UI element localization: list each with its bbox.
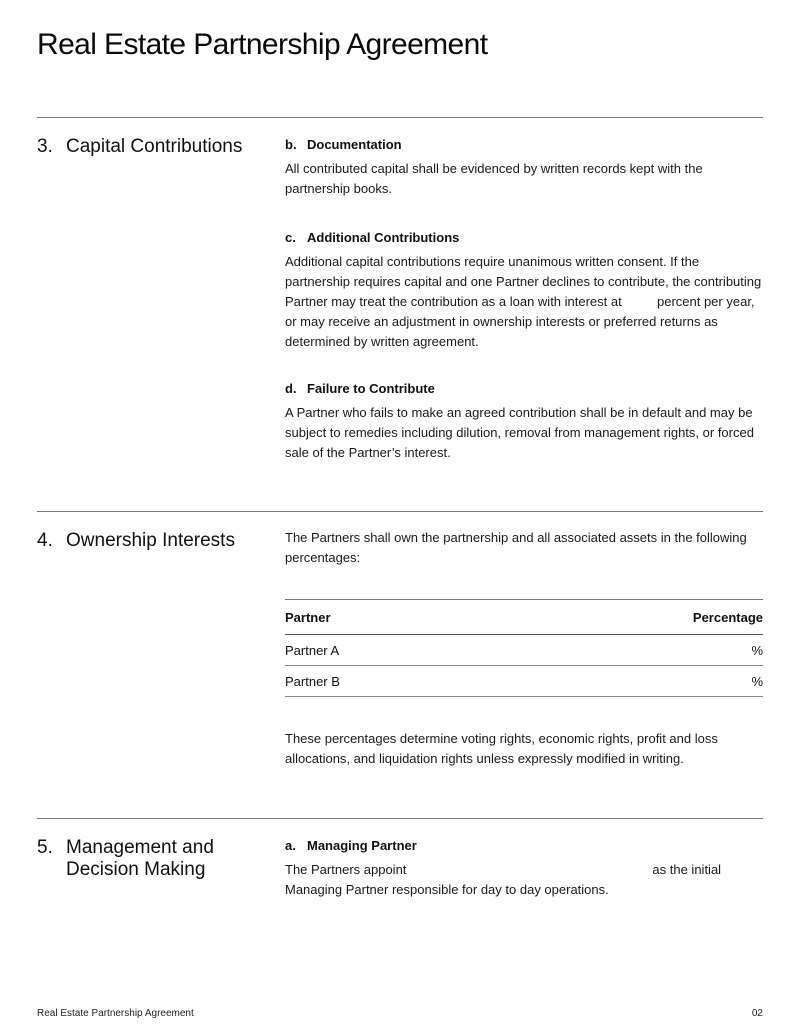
- ownership-intro: The Partners shall own the partnership and all associated assets in the following percentages:: [285, 530, 747, 565]
- section-number: 4.: [37, 530, 53, 551]
- subsection-heading: c. Additional Contributions: [285, 230, 460, 245]
- subsection-text: Additional capital contributions require unanimous written consent. If the partnership requires capital and one Partner declines to contribute, the contributing Partner may treat the contribution as a loan with interest at percent per year, or may receive an adjustment in ownership interests or preferred returns as determined by written agreement.: [285, 254, 762, 349]
- subsection-additional-contributions: [285, 230, 763, 352]
- ownership-outro: These percentages determine voting rights, economic rights, profit and loss allocations, and liquidation rights unless expressly modified in writing.: [285, 731, 718, 766]
- page-title: Real Estate Partnership Agreement: [37, 28, 488, 61]
- section-number: 3.: [37, 136, 53, 157]
- subsection-managing-partner: [285, 838, 763, 900]
- subsection-documentation: [285, 137, 763, 199]
- footer-document-title: Real Estate Partnership Agreement: [37, 1008, 194, 1019]
- table-header-row: [285, 600, 763, 635]
- section-title: Management and Decision Making: [66, 837, 214, 880]
- column-header-partner: Partner: [285, 600, 495, 635]
- partner-percentage[interactable]: %: [495, 666, 763, 697]
- partner-percentage[interactable]: %: [495, 635, 763, 666]
- subsection-failure-to-contribute: [285, 381, 763, 463]
- partner-name: Partner A: [285, 635, 495, 666]
- subsection-text: All contributed capital shall be evidenced by written records kept with the partnership books.: [285, 161, 703, 196]
- ownership-table: [285, 599, 763, 697]
- section-title: Ownership Interests: [66, 530, 235, 551]
- subsection-heading: a. Managing Partner: [285, 838, 417, 853]
- table-row: [285, 666, 763, 697]
- section-divider: [37, 511, 763, 512]
- table-row: [285, 635, 763, 666]
- subsection-heading: b. Documentation: [285, 137, 402, 152]
- subsection-heading: d. Failure to Contribute: [285, 381, 435, 396]
- footer-page-number: 02: [751, 1008, 763, 1019]
- subsection-text: A Partner who fails to make an agreed contribution shall be in default and may be subject to remedies including dilution, removal from management rights, or forced sale of the Partner’s interest.: [285, 405, 754, 460]
- section-number: 5.: [37, 837, 53, 858]
- column-header-percentage: Percentage: [495, 600, 763, 635]
- section-divider: [37, 117, 763, 118]
- partner-name: Partner B: [285, 666, 495, 697]
- subsection-text: The Partners appoint as the initial Managing Partner responsible for day to day operations.: [285, 862, 722, 897]
- section-title: Capital Contributions: [66, 136, 243, 157]
- section-divider: [37, 818, 763, 819]
